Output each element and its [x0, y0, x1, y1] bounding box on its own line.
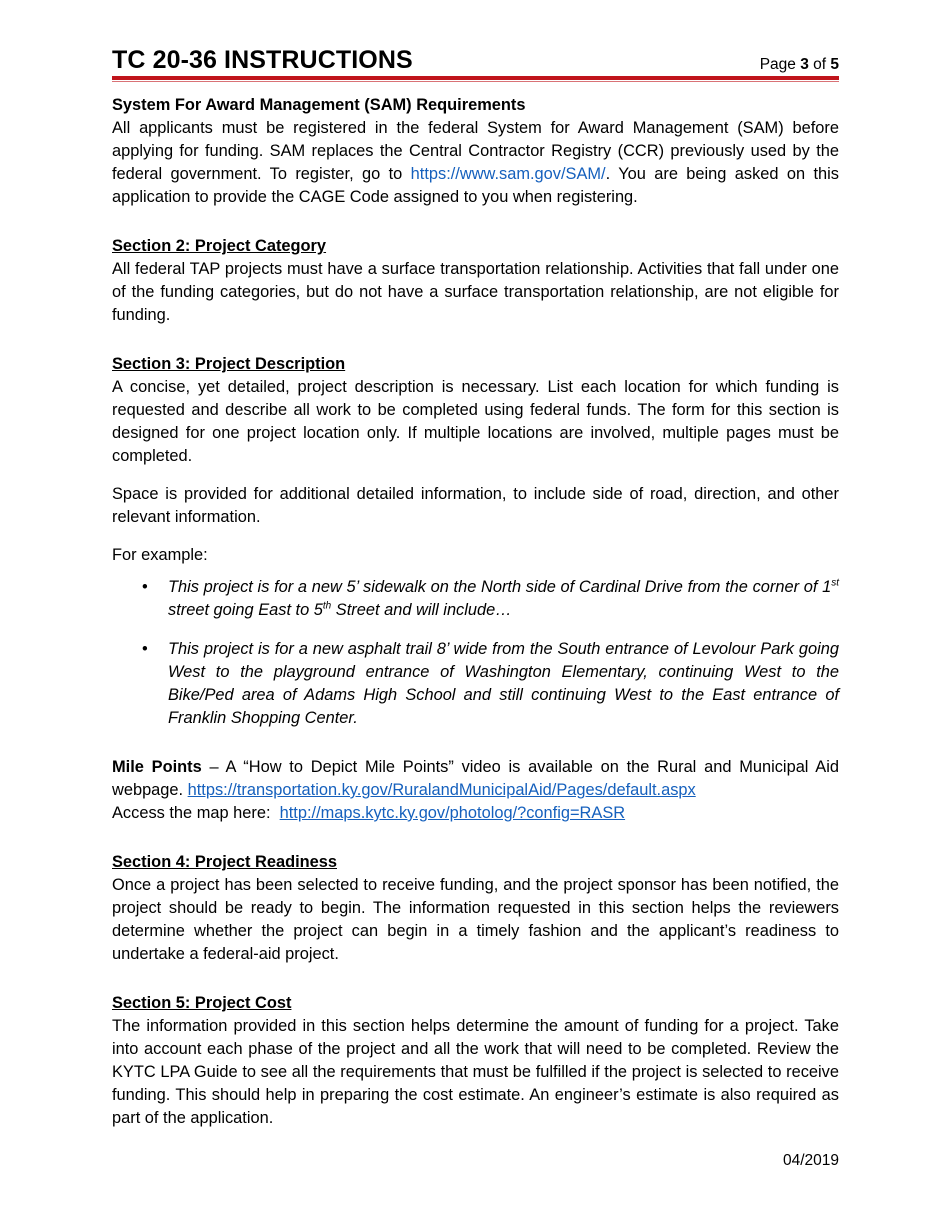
section3-paragraph: A concise, yet detailed, project description is necessary. List each location for which funding is requested and describe all work to be completed using federal funds. The form for this section is designed for one project location only. If multiple locations are involved, multiple pages must be completed.	[112, 378, 839, 465]
document-title: TC 20-36 INSTRUCTIONS	[112, 46, 413, 74]
sam-paragraph: All applicants must be registered in the federal System for Award Management (SAM) before applying for funding. SAM replaces the Central Contractor Registry (CCR) previously used by the federal government. To register, go to https://www.sam.gov/SAM/. You are being asked on this application to provide the CAGE Code assigned to you when registering.	[112, 119, 839, 206]
rural-municipal-aid-link[interactable]: https://transportation.ky.gov/RuralandMunicipalAid/Pages/default.aspx	[187, 781, 696, 799]
header-rule-thin	[112, 81, 839, 82]
header-rule	[112, 76, 839, 80]
section2-paragraph: All federal TAP projects must have a surface transportation relationship. Activities that fall under one of the funding categories, but do not have a surface transportation relationship, are not eligible for funding.	[112, 260, 839, 324]
bullet-icon: •	[142, 640, 148, 658]
section4-paragraph: Once a project has been selected to receive funding, and the project sponsor has been notified, the project should be ready to begin. The information requested in this section helps the reviewers determine whether the project can begin in a timely fashion and the applicant’s readiness to undertake a federal-aid project.	[112, 876, 839, 963]
document-body	[112, 94, 839, 1130]
example-list	[112, 576, 839, 730]
list-item: • This project is for a new asphalt trail 8’ wide from the South entrance of Levolour Park going West to the playground entrance of Washington Elementary, continuing West to the Bike/Ped area of Adams High School and still continuing West to the East entrance of Franklin Shopping Center.	[142, 640, 839, 727]
map-access-line: Access the map here: http://maps.kytc.ky.gov/photolog/?config=RASR	[112, 804, 626, 822]
sam-heading: System For Award Management (SAM) Requirements	[112, 96, 526, 114]
section4-heading: Section 4: Project Readiness	[112, 853, 337, 871]
revision-date: 04/2019	[782, 1152, 839, 1169]
bullet-icon: •	[142, 578, 148, 596]
example-intro: For example:	[112, 546, 208, 564]
section2-heading: Section 2: Project Category	[112, 237, 327, 255]
mile-points-paragraph: Mile Points – A “How to Depict Mile Points” video is available on the Rural and Municipal Aid webpage. https://transportation.ky.gov/RuralandMunicipalAid/Pages/default.aspx	[112, 758, 840, 799]
page-number: Page 3 of 5	[759, 56, 839, 73]
section3-heading: Section 3: Project Description	[112, 355, 346, 373]
section5-heading: Section 5: Project Cost	[112, 994, 292, 1012]
page-header	[112, 44, 839, 80]
sam-link[interactable]: https://www.sam.gov/SAM/	[410, 165, 606, 183]
list-item: • This project is for a new 5’ sidewalk on the North side of Cardinal Drive from the corner of 1st street going East to 5th Street and will include…	[142, 577, 839, 619]
section3-paragraph-2: Space is provided for additional detailed information, to include side of road, direction, and other relevant information.	[112, 485, 839, 526]
section5-paragraph: The information provided in this section helps determine the amount of funding for a project. Take into account each phase of the project and all the work that will need to be completed. Review the KYTC LPA Guide to see all the requirements that must be fulfilled if the project is selected to receive funding. This should help in preparing the cost estimate. An engineer’s estimate is also required as part of the application.	[112, 1017, 839, 1127]
photolog-map-link[interactable]: http://maps.kytc.ky.gov/photolog/?config=RASR	[279, 804, 626, 822]
